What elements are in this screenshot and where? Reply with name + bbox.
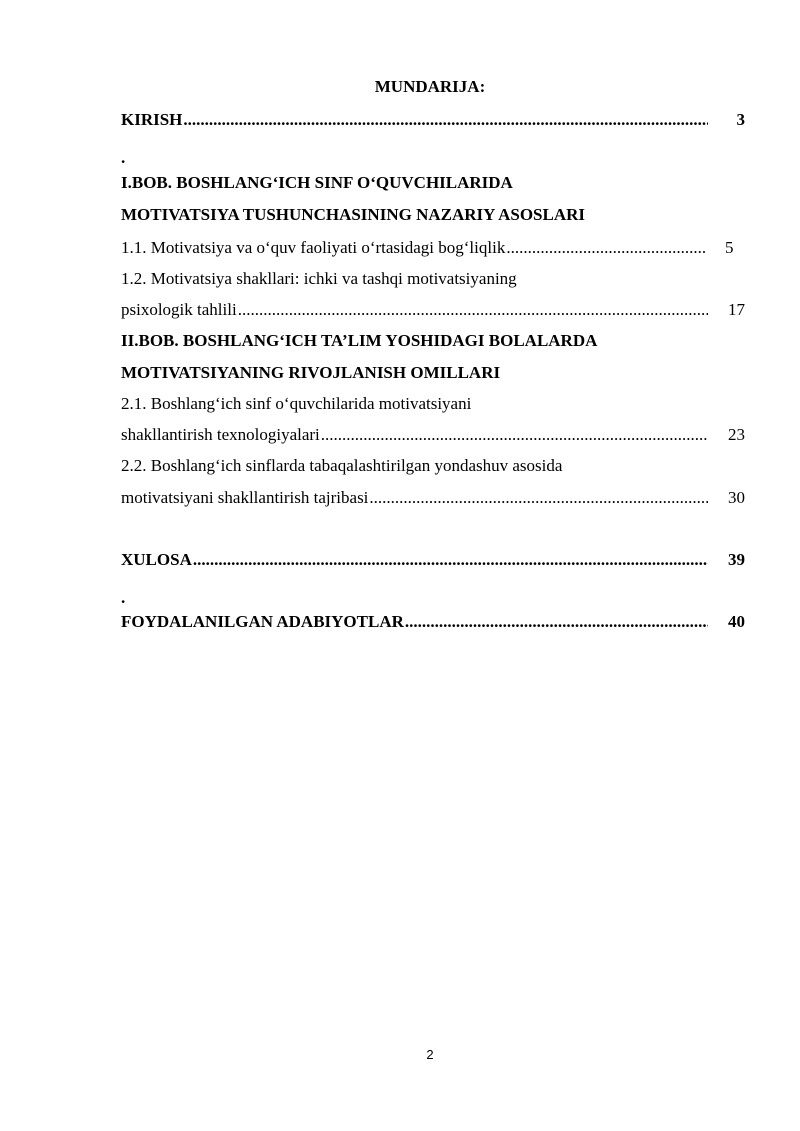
toc-page-number: 5 bbox=[725, 238, 734, 257]
toc-page-number: 3 bbox=[736, 110, 745, 129]
toc-entry-label: motivatsiyani shakllantirish tajribasi bbox=[121, 488, 369, 507]
dot-leader bbox=[183, 108, 708, 132]
toc-entry-label: 1.1. Motivatsiya va o‘quv faoliyati o‘rtasidagi bog‘liqlik bbox=[121, 238, 506, 257]
toc-entry-label: 1.2. Motivatsiya shakllari: ichki va tashqi motivatsiyaning bbox=[121, 269, 517, 288]
chapter-heading bbox=[121, 203, 745, 227]
toc-entry-label: shakllantirish texnologiyalari bbox=[121, 425, 320, 444]
toc-title: MUNDARIJA: bbox=[374, 77, 486, 96]
toc-entry-label: psixologik tahlili bbox=[121, 300, 237, 319]
toc-entry-label: FOYDALANILGAN ADABIYOTLAR bbox=[121, 612, 404, 631]
stray-period: . bbox=[121, 148, 126, 167]
toc-entry-label: 2.2. Boshlang‘ich sinflarda tabaqalashtirilgan yondashuv asosida bbox=[121, 456, 563, 475]
toc-entry-1-2 bbox=[121, 267, 745, 291]
toc-entry-label: KIRISH bbox=[121, 110, 183, 129]
toc-entry-label: 2.1. Boshlang‘ich sinf o‘quvchilarida motivatsiyani bbox=[121, 394, 472, 413]
chapter-heading bbox=[121, 361, 745, 385]
chapter-heading bbox=[121, 329, 745, 353]
toc-page-number: 17 bbox=[728, 300, 745, 319]
dot-leader bbox=[369, 486, 708, 510]
chapter-heading bbox=[121, 171, 745, 195]
toc-page-number: 30 bbox=[728, 488, 745, 507]
toc-entry-2-2 bbox=[121, 454, 745, 478]
dot-leader bbox=[405, 610, 708, 634]
toc-entry-2-1-cont bbox=[121, 423, 745, 447]
toc-entry-references bbox=[121, 610, 745, 634]
page-number: 2 bbox=[426, 1047, 434, 1062]
chapter-heading-line: MOTIVATSIYA TUSHUNCHASINING NAZARIY ASOSLARI bbox=[121, 205, 586, 224]
chapter-heading-line: MOTIVATSIYANING RIVOJLANISH OMILLARI bbox=[121, 363, 501, 382]
toc-entry-2-2-cont bbox=[121, 486, 745, 510]
toc-entry-label: XULOSA bbox=[121, 550, 192, 569]
toc-page-number: 40 bbox=[728, 612, 745, 631]
toc-page-number: 39 bbox=[728, 550, 745, 569]
toc-entry-1-2-cont bbox=[121, 298, 745, 322]
toc-entry-kirish bbox=[121, 108, 745, 132]
dot-leader bbox=[238, 298, 708, 322]
dot-leader bbox=[193, 548, 708, 572]
dot-leader bbox=[321, 423, 708, 447]
toc-entry-xulosa bbox=[121, 548, 745, 572]
chapter-heading-line: II.BOB. BOSHLANG‘ICH TA’LIM YOSHIDAGI BOLALARDA bbox=[121, 331, 598, 350]
chapter-heading-line: I.BOB. BOSHLANG‘ICH SINF O‘QUVCHILARIDA bbox=[121, 173, 513, 192]
toc-page-number: 23 bbox=[728, 425, 745, 444]
dot-leader bbox=[506, 236, 706, 260]
toc-entry-2-1 bbox=[121, 392, 745, 416]
toc-entry-1-1 bbox=[121, 236, 745, 260]
stray-period: . bbox=[121, 588, 126, 607]
